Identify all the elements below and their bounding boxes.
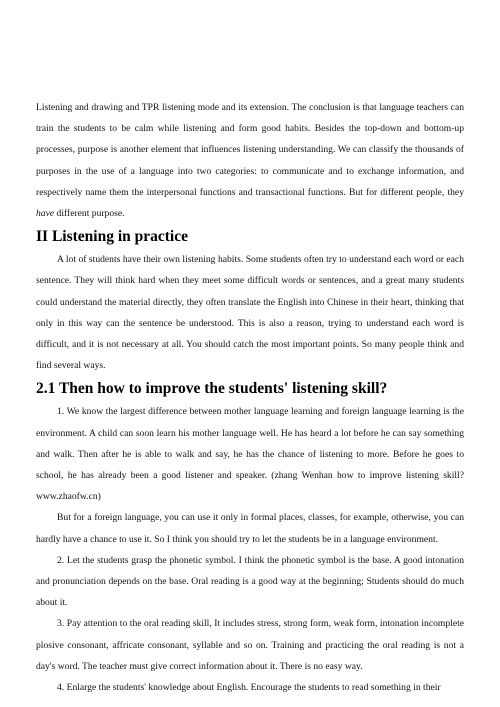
paragraph-point-4: 4. Enlarge the students' knowledge about English. Encourage the students to read something in their	[57, 682, 441, 694]
subsection-heading-improve-listening: 2.1 Then how to improve the students' listening skill?	[36, 380, 388, 398]
paragraph-point-3: 3. Pay attention to the oral reading skill, It includes stress, strong form, weak form, intonation incomplete plosive consonant, affricate consonant, syllable and so on. Training and practicing the oral reading is not a day's word. The teacher must give correct information about it. There is no easy way.	[36, 618, 464, 672]
paragraph-foreign-language: But for a foreign language, you can use it only in formal places, classes, for example, otherwise, you can hardly have a chance to use it. So I think you should try to let the students be in a language environment.	[36, 512, 464, 545]
paragraph-purpose-end: different purpose.	[54, 208, 125, 220]
paragraph-point-2: 2. Let the students grasp the phonetic symbol. I think the phonetic symbol is the base. A good intonation and pronunciation depends on the base. Oral reading is a good way at the beginning; Students should do much about it.	[36, 554, 464, 609]
paragraph-listening-habits: A lot of students have their own listening habits. Some students often try to understand each word or each sentence. They will think hard when they meet some difficult words or sentences, and a great many students could understand the material directly, they often translate the English into Chinese in their heart, thinking that only in this way can the sentence be understood. This is also a reason, trying to understand each word is difficult, and it is not necessary at all. You should catch the most important points. So many people think and find several ways.	[36, 254, 464, 372]
section-heading-listening-in-practice: II Listening in practice	[36, 228, 188, 246]
paragraph-purpose	[36, 97, 464, 224]
paragraph-point-1: 1. We know the largest difference between mother language learning and foreign language learning is the environment. A child can soon learn his mother language well. He has heard a lot before he can say something and walk. Then after he is able to walk and say, he has the chance of listening to more. Before he goes to school, he has already been a good listener and speaker. (zhang Wenhan how to improve listening skill? www.zhaofw.cn)	[36, 406, 464, 503]
italic-word: have	[36, 208, 55, 220]
paragraph-purpose-text: Listening and drawing and TPR listening mode and its extension. The conclusion is that language teachers can train the students to be calm while listening and form good habits. Besides the top-down and bottom-up processes, purpose is another element that influences listening understanding. We can classify the thousands of purposes in the use of a language into two categories: to communicate and to exchange information, and respectively name them the interpersonal functions and transactional functions. But for different people, they	[36, 102, 464, 198]
document-body	[36, 97, 464, 698]
